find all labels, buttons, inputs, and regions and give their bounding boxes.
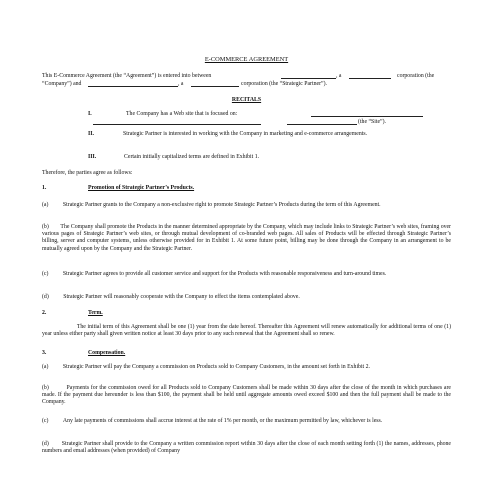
blank-company-state [349, 78, 391, 79]
section-2-text: The initial term of this Agreement shall be one (1) year from the date hereof. Thereafter this Agreement will renew automatically for additional terms of one (1) year unless either party shall given written notice at least 30 days prior to any such renewal that the Agreement shall so renew. [42, 324, 451, 338]
document-title: E-COMMERCE AGREEMENT [204, 56, 289, 63]
blank-site-focus-1 [311, 116, 423, 117]
intro-text-6: corporation (the “Strategic Partner”). [241, 81, 327, 87]
blank-site-focus-3 [287, 124, 357, 125]
section-1-number: 1. [42, 185, 47, 191]
section-1a: (a) Strategic Partner grants to the Company a non-exclusive right to promote Strategic Partner’s Products during the term of this Agreement. [42, 202, 381, 208]
recital-iii-text: Certain initially capitalized terms are defined in Exhibit 1. [124, 154, 260, 160]
section-3b: (b) Payments for the commission owed for all Products sold to Company Customers shall be made within 30 days after the close of the month in which purchases are made. If the payment due hereunder is less than $100, the payment shall be held until aggregate amounts owed exceed $100 and then the full payment shall be made to the Company. [42, 385, 451, 406]
recital-ii-number: II. [88, 131, 94, 137]
blank-partner-name [88, 86, 178, 87]
section-3-number: 3. [42, 350, 47, 356]
blank-partner-state [191, 86, 239, 87]
recitals-heading: RECITALS [231, 97, 262, 103]
section-1b: (b) The Company shall promote the Products in the manner determined appropriate by the Company, which may include links to Strategic Partner’s web sites, framing over various pages of Strategic Partner’s web sites, or through mutual development of co-branded web pages. All sales of Products will be effected through Strategic Partner’s billing, server and computer systems, unless otherwise provided for in Exhibit 1. At some future point, billing may be done through the Company in an arrangement to be mutually agreed upon by the Company and the Strategic Partner. [42, 224, 451, 252]
intro-text-1: This E-Commerce Agreement (the “Agreement”) is entered into between [42, 73, 212, 79]
section-1c: (c) Strategic Partner agrees to provide all customer service and support for the Products with reasonable responsiveness and turn-around times. [42, 271, 387, 277]
section-3-heading: Compensation. [88, 350, 126, 356]
blank-site-focus-2 [93, 124, 261, 125]
section-1-heading: Promotion of Strategic Partner’s Products. [88, 185, 195, 191]
section-2-number: 2. [42, 310, 47, 316]
recital-ii-text: Strategic Partner is interested in working with the Company in marketing and e-commerce arrangements. [123, 131, 368, 137]
blank-company-name [281, 78, 336, 79]
recital-i-number: I. [88, 111, 92, 117]
intro-text-4: “Company”) and [42, 81, 82, 87]
intro-text-5: , a [178, 81, 184, 87]
therefore-line: Therefore, the parties agree as follows: [42, 170, 133, 176]
section-2-heading: Term. [88, 310, 103, 316]
intro-text-3: corporation (the [397, 73, 435, 79]
intro-text-2: , a [336, 73, 342, 79]
section-1d: (d) Strategic Partner will reasonably cooperate with the Company to effect the items contemplated above. [42, 294, 300, 300]
recital-i-text: The Company has a Web site that is focused on: [126, 111, 238, 117]
section-3c: (c) Any late payments of commissions shall accrue interest at the rate of 1% per month, or the maximum permitted by law, whichever is less. [42, 418, 383, 424]
section-3a: (a) Strategic Partner will pay the Company a commission on Products sold to Company Customers, in the amount set forth in Exhibit 2. [42, 364, 370, 370]
section-3d: (d) Strategic Partner shall provide to the Company a written commission report within 30 days after the close of each month setting forth (1) the names, addresses, phone numbers and email addresses (when provided) of Company [42, 441, 451, 455]
recital-iii-number: III. [88, 154, 97, 160]
recital-i-site: (the “Site”). [358, 119, 387, 125]
